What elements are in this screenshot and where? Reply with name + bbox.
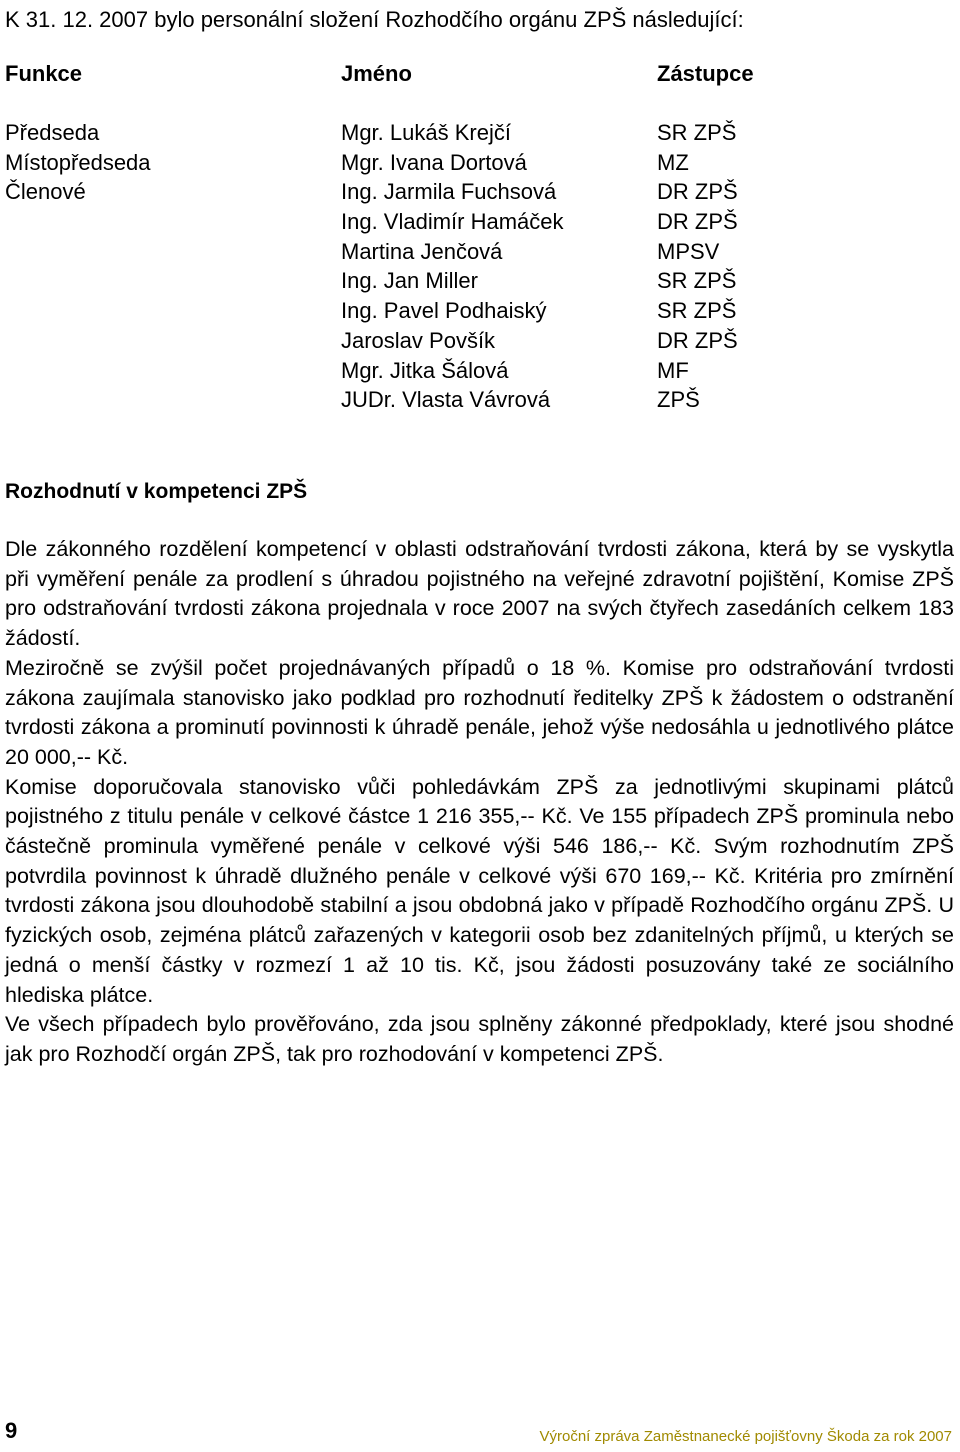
cell-zastupce: MPSV: [657, 238, 720, 264]
paragraph: Komise doporučovala stanovisko vůči pohledávkám ZPŠ za jednotlivými skupinami plátců pojistného z titulu penále v celkové částce 1 216 355,-- Kč. Ve 155 případech ZPŠ prominula nebo částečně prominula vyměřené penále v celkové výši 546 186,-- Kč. Svým rozhodnutím ZPŠ potvrdila povinnost k úhradě dlužného penále v celkové výši 670 169,-- Kč. Kritéria pro zmírnění tvrdosti zákona jsou dlouhodobě stabilní a jsou obdobná jako v případě Rozhodčího orgánu ZPŠ. U fyzických osob, zejména plátců zařazených v kategorii osob bez zdanitelných příjmů, u kterých se jedná o menší částky v rozmezí 1 až 10 tis. Kč, jsou žádosti posuzovány také ze sociálního hlediska plátce.: [5, 774, 954, 1007]
cell-zastupce: DR ZPŠ: [657, 327, 738, 353]
section-heading: Rozhodnutí v kompetenci ZPŠ: [5, 480, 308, 503]
cell-funkce: Předseda: [5, 120, 100, 145]
paragraph: Ve všech případech bylo prověřováno, zda jsou splněny zákonné předpoklady, které jsou shodné jak pro Rozhodčí orgán ZPŠ, tak pro rozhodování v kompetenci ZPŠ.: [5, 1012, 954, 1066]
cell-jmeno: Mgr. Lukáš Krejčí: [341, 120, 511, 145]
cell-zastupce: ZPŠ: [657, 387, 700, 413]
cell-jmeno: JUDr. Vlasta Vávrová: [341, 387, 551, 413]
cell-jmeno: Jaroslav Povšík: [341, 327, 496, 353]
section-body: [5, 535, 954, 1070]
cell-funkce: Členové: [5, 179, 86, 205]
cell-jmeno: Ing. Jan Miller: [341, 268, 478, 294]
cell-zastupce: DR ZPŠ: [657, 209, 738, 235]
cell-zastupce: SR ZPŠ: [657, 120, 737, 145]
header-zastupce: Zástupce: [657, 61, 754, 86]
cell-jmeno: Mgr. Jitka Šálová: [341, 357, 509, 383]
header-jmeno: Jméno: [341, 61, 412, 86]
cell-jmeno: Ing. Vladimír Hamáček: [341, 209, 564, 235]
paragraph: Meziročně se zvýšil počet projednávaných případů o 18 %. Komise pro odstraňování tvrdosti zákona zaujímala stanovisko jako podklad pro rozhodnutí ředitelky ZPŠ k žádostem o odstranění tvrdosti zákona a prominutí povinnosti k úhradě penále, jehož výše nedosáhla u jednotlivého plátce 20 000,-- Kč.: [5, 655, 954, 769]
header-funkce: Funkce: [5, 61, 83, 86]
cell-zastupce: SR ZPŠ: [657, 268, 737, 294]
cell-funkce: Místopředseda: [5, 149, 151, 175]
cell-jmeno: Ing. Pavel Podhaiský: [341, 298, 547, 324]
cell-jmeno: Mgr. Ivana Dortová: [341, 149, 527, 175]
cell-zastupce: SR ZPŠ: [657, 298, 737, 324]
intro-sentence: K 31. 12. 2007 bylo personální složení Rozhodčího orgánu ZPŠ následující:: [5, 7, 744, 32]
footer-title: Výroční zpráva Zaměstnanecké pojišťovny Škoda za rok 2007: [539, 1428, 952, 1445]
cell-jmeno: Martina Jenčová: [341, 238, 503, 264]
cell-zastupce: MZ: [657, 149, 689, 175]
paragraph: Dle zákonného rozdělení kompetencí v oblasti odstraňování tvrdosti zákona, která by se vyskytla při vyměření penále za prodlení s úhradou pojistného na veřejné zdravotní pojištění, Komise ZPŠ pro odstraňování tvrdosti zákona projednala v roce 2007 na svých čtyřech zasedáních celkem 183 žádostí.: [5, 537, 954, 651]
page-number: 9: [5, 1418, 18, 1443]
cell-zastupce: DR ZPŠ: [657, 179, 738, 205]
cell-jmeno: Ing. Jarmila Fuchsová: [341, 179, 557, 205]
cell-zastupce: MF: [657, 357, 689, 383]
